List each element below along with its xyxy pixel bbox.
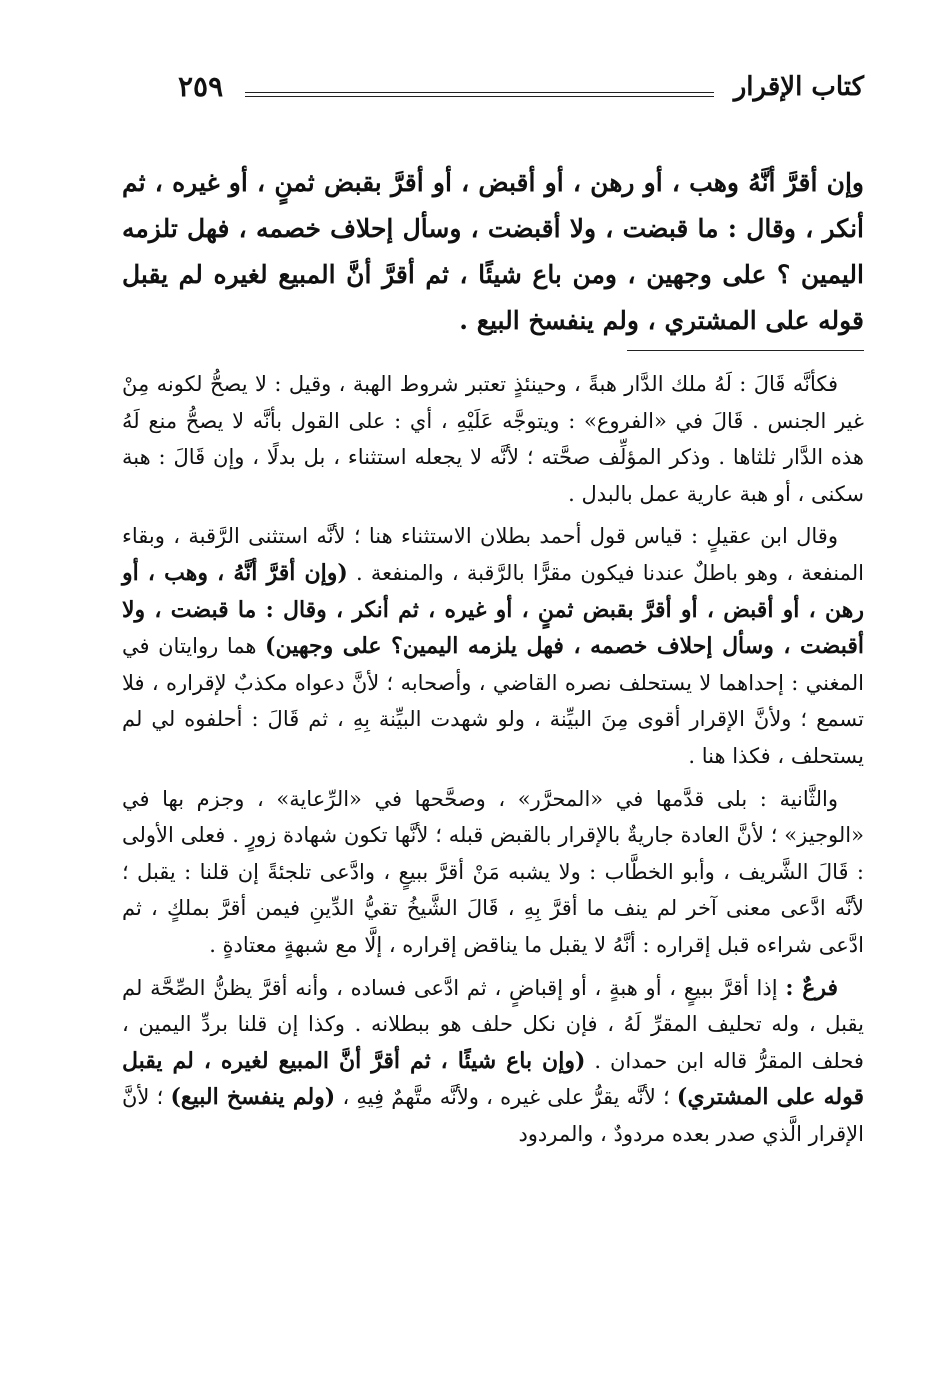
quoted-matn: (ولم ينفسخ البيع) [170,1084,336,1111]
section-lead: فرعٌ : [785,974,839,1001]
commentary-text: ؛ لأنَّه يقرُّ على غيره ، ولأنَّه متَّهمٌ فِيهِ ، [342,1085,670,1110]
main-text: وإن أقرَّ أنَّهُ وهب ، أو رهن ، أو أقبض ، أو أقرَّ بقبض ثمنٍ ، أو غيره ، ثم أنكر ، وقال : ما قبضت ، ولا أقبضت ، وسأل إحلاف خصمه ، فهل تلزمه اليمين ؟ على وجهين ، ومن باع شيئًا ، ثم أقرَّ أنَّ المبيع لغيره لم يقبل قوله على المشتري ، ولم ينفسخ البيع . [122,168,864,335]
commentary-paragraph-3: والثَّانية : بلى قدَّمها في «المحرَّر» ، وصحَّحها في «الرِّعاية» ، وجزم بها في «الوجيز» ؛ لأنَّ العادة جاريةٌ بالإقرار بالقبض قبله ؛ لأنَّها تكون شهادة زورٍ . فعلى الأولى : قَالَ الشَّريف ، وأبو الخطَّاب : ولا يشبه مَنْ أقرَّ ببيعٍ ، وادَّعى تلجئةً إن قلنا : يقبل ؛ لأنَّه ادَّعى معنى آخر لم ينف ما أقرَّ بِهِ ، قَالَ الشَّيخُ تقيُّ الدِّينِ فيمن أقرَّ بملكٍ ، ثم ادَّعى شراءه قبل إقراره : أنَّهُ لا يقبل ما يناقض إقراره ، إلَّا مع شبهةٍ معتادةٍ . [122,786,864,957]
quoted-matn: (وإن باع شيئًا ، ثم أقرَّ أنَّ المبيع لغيره ، لم يقبل قوله على المشتري) [122,1047,865,1111]
commentary [122,366,864,1158]
quoted-matn: (وإن أقرَّ أنَّهُ ، وهب ، أو رهن ، أو أقبض ، أو أقرَّ بقبض ثمنٍ ، أو غيره ، ثم أنكر ، وقال : ما قبضت ، ولا أقبضت ، وسأل إحلاف خصمه ، فهل يلزمه اليمين؟ على وجهين) [122,559,864,660]
commentary-paragraph-2 [122,518,864,774]
commentary-text: إذا أقرَّ ببيعٍ ، أو هبةٍ ، أو إقباضٍ ، ثم ادَّعى فساده ، وأنه أقرَّ يظنُّ الصِّحَّة لم يقبل ، وله تحليف المقرِّ لَهُ ، فإن نكل حلف هو ببطلانه . وكذا إن قلنا بردِّ اليمين ، فحلف المقرُّ قاله ابن حمدان . [122,975,864,1073]
header-rule [245,92,714,97]
commentary-paragraph-1: فكأنَّه قَالَ : لَهُ ملك الدَّار هبةً ، وحينئذٍ تعتبر شروط الهبة ، وقيل : لا يصحُّ لكونه مِنْ غير الجنس . قَالَ في «الفروع» : ويتوجَّه عَلَيْهِ ، أي : على القول بأنَّه لا يصحُّ منع لَهُ هذه الدَّار ثلثاها . وذكر المؤلِّف صحَّته ؛ لأنَّه لا يجعله استثناء ، بل بدلًا ، وإن قَالَ : هبة سكنى ، أو هبة عارية عمل بالبدل . [122,372,864,506]
footnote-separator [627,350,864,351]
commentary-text: وقال ابن عقيلٍ : قياس قول أحمد بطلان الاستثناء هنا ؛ لأنَّه استثنى الرَّقبة ، وبقاء المنفعة ، وهو باطلٌ عندنا فيكون مقرًّا بالرَّقبة ، والمنفعة . [122,524,865,585]
commentary-paragraph-4 [122,970,864,1153]
running-title: كتاب الإقرار [733,72,864,102]
page-number: ٢٥٩ [178,70,224,103]
commentary-text: هما روايتان في المغني : إحداهما لا يستحلف نصره القاضي ، وأصحابه ؛ لأنَّ دعواه مكذبٌ لإقراره ، فلا تسمع ؛ ولأنَّ الإقرار أقوى مِنَ البيِّنة ، ولو شهدت البيِّنة بِهِ ، ثم قَالَ : أحلفوه لي لم يستحلف ، فكذا هنا . [122,634,864,768]
page-header [120,62,864,110]
commentary-text: ؛ لأنَّ الإقرار الَّذي صدر بعده مردودٌ ، والمردود [122,1085,864,1146]
